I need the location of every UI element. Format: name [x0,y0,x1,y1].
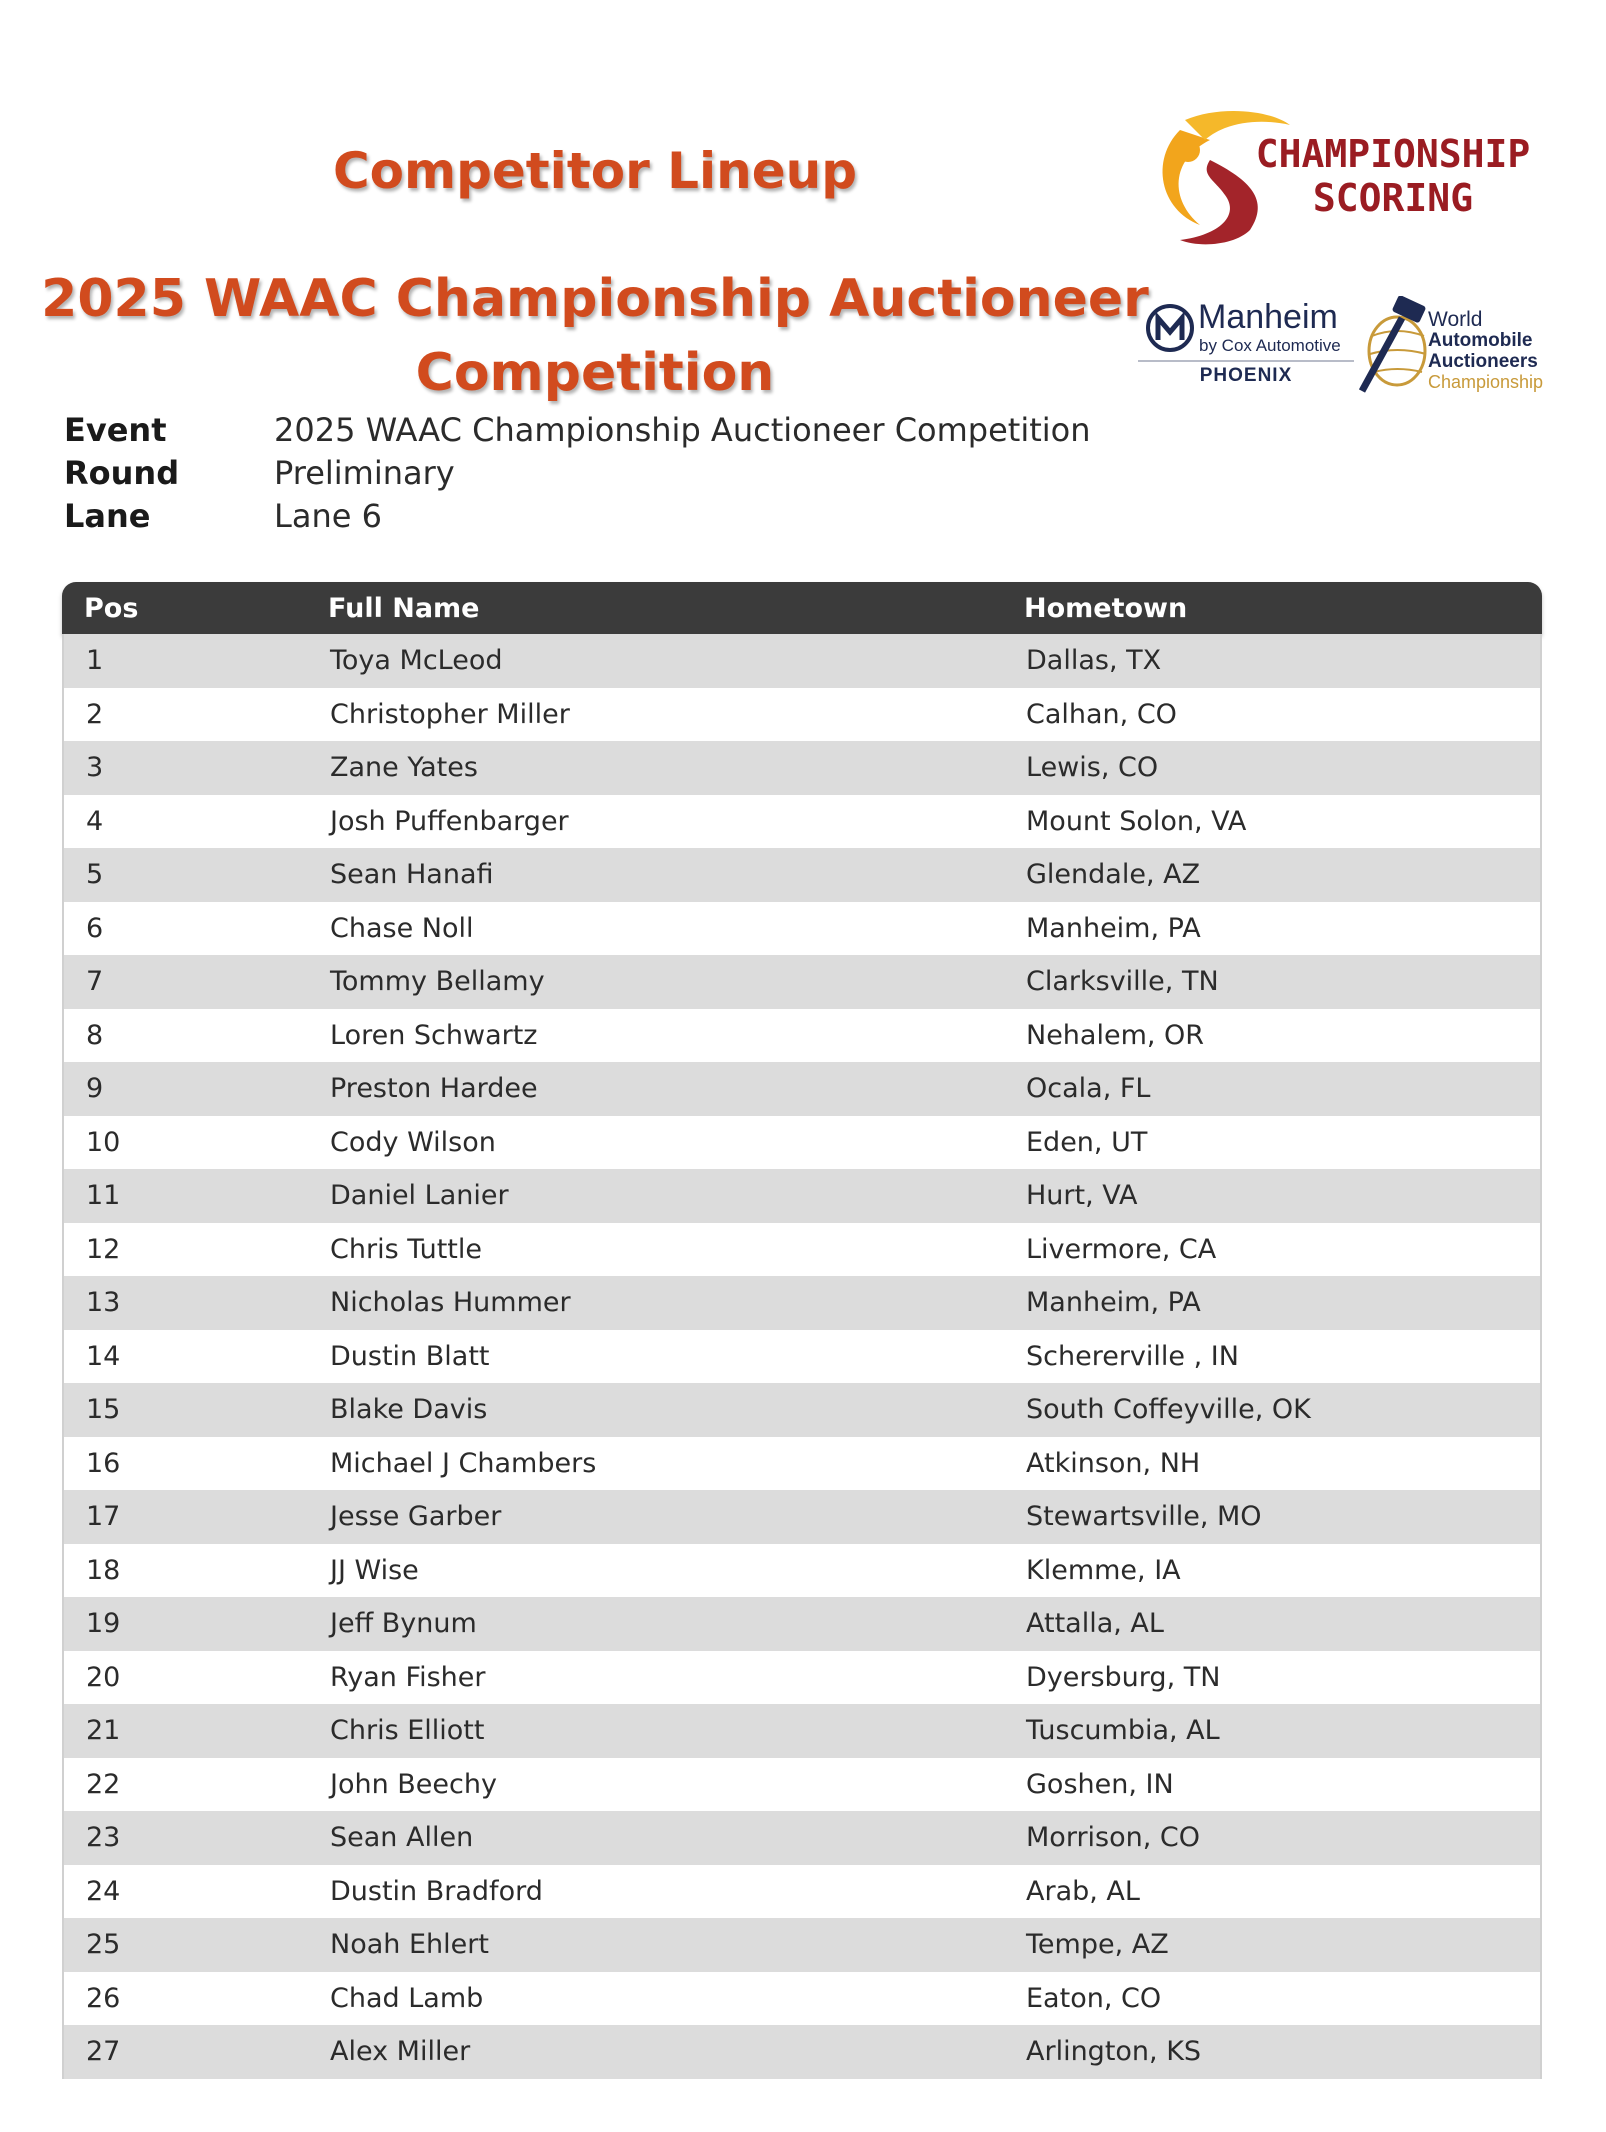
meta-value: Preliminary [274,453,455,492]
table-row [62,1758,1542,1812]
cell-hometown: Livermore, CA [1026,1233,1217,1265]
cell-full-name: Chad Lamb [330,1982,484,2014]
cell-pos: 9 [86,1073,104,1105]
cell-full-name: Chris Tuttle [330,1233,483,1265]
meta-label: Round [64,453,180,492]
table-row [62,1062,1542,1116]
table-row [62,2025,1542,2079]
cell-full-name: Alex Miller [330,2036,471,2068]
cell-hometown: Eden, UT [1026,1126,1148,1158]
cell-hometown: Schererville , IN [1026,1340,1239,1372]
table-row [62,955,1542,1009]
cell-pos: 17 [86,1501,121,1533]
table-row [62,1918,1542,1972]
cell-hometown: Ocala, FL [1026,1073,1151,1105]
cell-hometown: Hurt, VA [1026,1180,1138,1212]
cell-full-name: Christopher Miller [330,698,570,730]
gavel-globe-icon [1352,296,1432,396]
cell-pos: 11 [86,1180,121,1212]
table-row [62,741,1542,795]
meta-label: Lane [64,496,151,535]
cell-full-name: Chase Noll [330,912,474,944]
manheim-name: Manheim [1198,298,1338,336]
cell-hometown: Eaton, CO [1026,1982,1162,2014]
cell-pos: 10 [86,1126,121,1158]
column-header-name: Full Name [328,592,480,624]
cell-pos: 21 [86,1715,121,1747]
meta-row-round [64,451,1091,494]
table-row [62,688,1542,742]
cell-pos: 2 [86,698,104,730]
cell-hometown: Arab, AL [1026,1875,1140,1907]
cell-full-name: John Beechy [330,1768,497,1800]
cell-full-name: Blake Davis [330,1394,488,1426]
cell-hometown: Nehalem, OR [1026,1019,1205,1051]
table-row [62,1437,1542,1491]
cell-full-name: Jesse Garber [330,1501,502,1533]
championship-scoring-wordmark: CHAMPIONSHIP SCORING [1255,132,1531,220]
cell-full-name: Dustin Blatt [330,1340,490,1372]
cell-hometown: Dyersburg, TN [1026,1661,1221,1693]
table-row [62,902,1542,956]
table-row [62,1383,1542,1437]
table-row [62,1276,1542,1330]
cell-pos: 14 [86,1340,121,1372]
cell-pos: 25 [86,1929,121,1961]
waac-line2: Automobile [1428,330,1533,351]
cell-pos: 3 [86,752,104,784]
cell-hometown: Stewartsville, MO [1026,1501,1262,1533]
cell-pos: 7 [86,966,104,998]
cell-full-name: Sean Allen [330,1822,474,1854]
cell-full-name: Noah Ehlert [330,1929,489,1961]
meta-label: Event [64,410,167,449]
cell-pos: 4 [86,805,104,837]
cell-hometown: Glendale, AZ [1026,859,1201,891]
waac-line3: Auctioneers [1428,351,1538,372]
cell-full-name: Ryan Fisher [330,1661,486,1693]
waac-line4: Championship [1428,372,1544,392]
table-row [62,1009,1542,1063]
cell-full-name: Josh Puffenbarger [330,805,569,837]
table-row [62,795,1542,849]
table-row [62,1544,1542,1598]
cell-hometown: Tuscumbia, AL [1026,1715,1220,1747]
cell-hometown: Arlington, KS [1026,2036,1202,2068]
cell-hometown: Clarksville, TN [1026,966,1219,998]
cell-pos: 22 [86,1768,121,1800]
cell-pos: 8 [86,1019,104,1051]
cell-full-name: Jeff Bynum [330,1608,477,1640]
table-row [62,1116,1542,1170]
cell-pos: 1 [86,645,104,677]
cell-hometown: Manheim, PA [1026,912,1201,944]
cell-hometown: Morrison, CO [1026,1822,1201,1854]
table-body [62,634,1542,2079]
meta-row-event [64,408,1091,451]
cell-full-name: Dustin Bradford [330,1875,543,1907]
table-row [62,1704,1542,1758]
cell-full-name: Daniel Lanier [330,1180,509,1212]
cell-pos: 20 [86,1661,121,1693]
page-title: Competitor Lineup [332,142,858,200]
cell-pos: 12 [86,1233,121,1265]
meta-value: 2025 WAAC Championship Auctioneer Competition [274,410,1091,449]
cell-full-name: Zane Yates [330,752,478,784]
event-info [64,408,1091,537]
table-row [62,1811,1542,1865]
cell-pos: 27 [86,2036,121,2068]
cell-hometown: Goshen, IN [1026,1768,1174,1800]
manheim-city: PHOENIX [1199,365,1293,386]
table-row [62,634,1542,688]
waac-line1: World [1428,308,1483,331]
column-header-pos: Pos [84,592,139,624]
table-header [62,582,1542,634]
cell-full-name: Sean Hanafi [330,859,494,891]
cell-hometown: Lewis, CO [1026,752,1159,784]
cell-hometown: Calhan, CO [1026,698,1177,730]
cell-full-name: Chris Elliott [330,1715,485,1747]
column-header-hometown: Hometown [1024,592,1188,624]
table-row [62,1490,1542,1544]
cell-pos: 5 [86,859,104,891]
cell-pos: 24 [86,1875,121,1907]
table-row [62,1972,1542,2026]
cell-full-name: Cody Wilson [330,1126,496,1158]
table-row [62,1330,1542,1384]
table-row [62,1865,1542,1919]
cell-pos: 26 [86,1982,121,2014]
cell-hometown: Dallas, TX [1026,645,1162,677]
cell-hometown: Atkinson, NH [1026,1447,1201,1479]
cell-hometown: Manheim, PA [1026,1287,1201,1319]
cell-pos: 16 [86,1447,121,1479]
cell-full-name: JJ Wise [330,1554,419,1586]
cell-full-name: Toya McLeod [330,645,503,677]
cell-hometown: South Coffeyville, OK [1026,1394,1311,1426]
cell-pos: 19 [86,1608,121,1640]
table-row [62,1169,1542,1223]
competition-title: 2025 WAAC Championship Auctioneer Competition [41,269,1149,403]
table-row [62,848,1542,902]
cell-hometown: Attalla, AL [1026,1608,1164,1640]
cell-full-name: Tommy Bellamy [330,966,545,998]
cell-pos: 6 [86,912,104,944]
cell-pos: 13 [86,1287,121,1319]
cell-full-name: Loren Schwartz [330,1019,538,1051]
manheim-sub: by Cox Automotive [1199,336,1341,355]
cell-hometown: Tempe, AZ [1026,1929,1169,1961]
cell-pos: 15 [86,1394,121,1426]
cell-pos: 23 [86,1822,121,1854]
meta-row-lane [64,494,1091,537]
meta-value: Lane 6 [274,496,382,535]
cell-full-name: Preston Hardee [330,1073,538,1105]
cell-full-name: Nicholas Hummer [330,1287,571,1319]
table-row [62,1651,1542,1705]
cell-full-name: Michael J Chambers [330,1447,597,1479]
cell-pos: 18 [86,1554,121,1586]
cell-hometown: Klemme, IA [1026,1554,1181,1586]
lineup-table [62,582,1542,2079]
table-row [62,1223,1542,1277]
cell-hometown: Mount Solon, VA [1026,805,1247,837]
manheim-divider [1138,360,1354,362]
table-row [62,1597,1542,1651]
